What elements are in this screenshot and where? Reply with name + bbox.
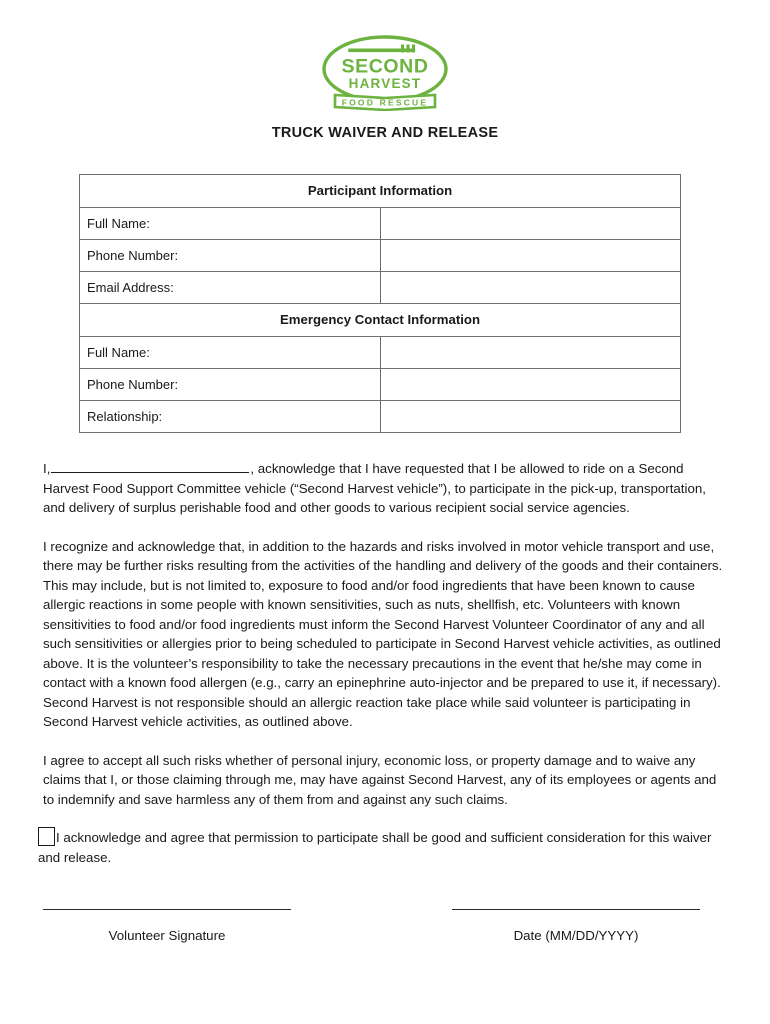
participant-full-name-label: Full Name: <box>80 208 381 240</box>
waiver-body <box>0 459 770 809</box>
paragraph-1-suffix: , acknowledge that I have requested that I be allowed to ride on a Second Harvest Food Support Committee vehicle (“Second Harvest vehicle”), to participate in the pick-up, transportation, and delivery of surplus perishable food and other goods to various recipient social service agencies. <box>43 461 706 515</box>
paragraph-2: I recognize and acknowledge that, in addition to the hazards and risks involved in motor vehicle transport and use, there may be further risks resulting from the activities of the handling and delivery of the goods and their containers. This may include, but is not limited to, exposure to food and/or food ingredients that have been known to cause allergic reactions in some people with known sensitivities, such as nuts, shellfish, etc. Volunteers with known sensitivities to food and/or food ingredients must inform the Second Harvest Volunteer Coordinator of any and all such sensitivities or allergies prior to being scheduled to participate in Second Harvest vehicle activities, as outlined above. It is the volunteer’s responsibility to take the necessary precautions in the event that he/she may come in contact with a known food allergen (e.g., carry an epinephrine auto-injector and be prepared to use it, if necessary). Second Harvest is not responsible should an allergic reaction take place while said volunteer is participating in Second Harvest vehicle activities, as outlined above. <box>43 538 723 729</box>
information-table-container <box>0 174 770 433</box>
emergency-relationship-label: Relationship: <box>80 401 381 433</box>
date-line[interactable] <box>452 908 700 910</box>
volunteer-signature-line[interactable] <box>43 908 291 910</box>
name-blank-line[interactable] <box>51 459 249 473</box>
emergency-section-heading: Emergency Contact Information <box>80 304 681 337</box>
participant-full-name-field[interactable] <box>380 208 681 240</box>
volunteer-signature-label: Volunteer Signature <box>108 928 226 943</box>
logo-container <box>0 0 770 111</box>
table-row <box>80 272 681 304</box>
information-table <box>79 174 681 433</box>
acknowledgement-block <box>0 827 770 867</box>
participant-phone-field[interactable] <box>380 240 681 272</box>
paragraph-1-prefix: I, <box>43 461 51 476</box>
table-row <box>80 240 681 272</box>
emergency-phone-label: Phone Number: <box>80 369 381 401</box>
table-row <box>80 175 681 208</box>
table-row <box>80 208 681 240</box>
logo-line1: SECOND <box>341 55 429 78</box>
page-title: TRUCK WAIVER AND RELEASE <box>271 125 499 141</box>
emergency-relationship-field[interactable] <box>380 401 681 433</box>
paragraph-1 <box>43 459 726 518</box>
table-row <box>80 401 681 433</box>
second-harvest-food-rescue-logo <box>315 33 455 111</box>
table-row <box>80 337 681 369</box>
table-row <box>80 369 681 401</box>
emergency-phone-field[interactable] <box>380 369 681 401</box>
date-group <box>452 908 700 943</box>
emergency-full-name-label: Full Name: <box>80 337 381 369</box>
participant-email-label: Email Address: <box>80 272 381 304</box>
paragraph-3: I agree to accept all such risks whether of personal injury, economic loss, or property damage and to waive any claims that I, or those claiming through me, may have against Second Harvest, any of its employees or agents and to indemnify and save harmless any of them from and against any such claims. <box>43 752 717 807</box>
logo-line2: HARVEST <box>348 76 422 91</box>
volunteer-signature-group <box>43 908 291 943</box>
acknowledgement-line <box>38 827 726 867</box>
logo-banner-text: FOOD RESCUE <box>341 97 429 108</box>
table-row <box>80 304 681 337</box>
emergency-full-name-field[interactable] <box>380 337 681 369</box>
participant-email-field[interactable] <box>380 272 681 304</box>
date-label: Date (MM/DD/YYYY) <box>513 928 639 943</box>
participant-section-heading: Participant Information <box>80 175 681 208</box>
signature-row <box>0 908 770 943</box>
acknowledgement-checkbox[interactable] <box>38 827 55 846</box>
acknowledgement-text: I acknowledge and agree that permission to participate shall be good and sufficient consideration for this waiver and release. <box>38 830 712 865</box>
participant-phone-label: Phone Number: <box>80 240 381 272</box>
